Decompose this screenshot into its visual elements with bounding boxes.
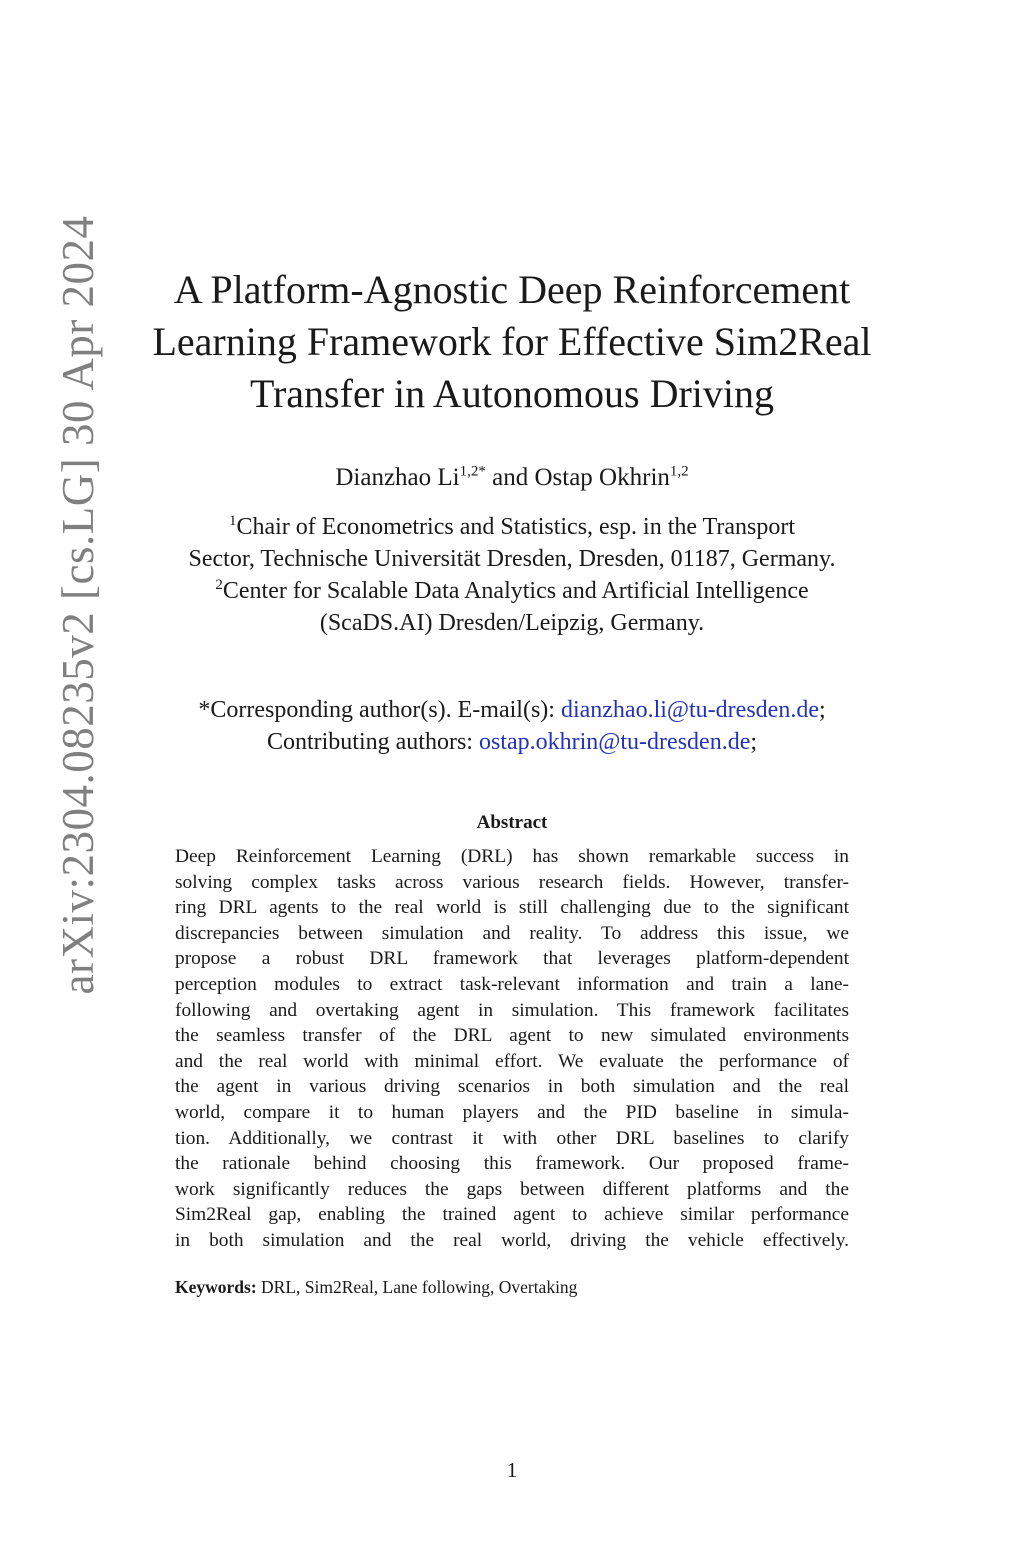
abstract-line: world, compare it to human players and the PID baseline in simula- bbox=[175, 1101, 849, 1123]
abstract-body bbox=[175, 844, 849, 1254]
abstract-line: Deep Reinforcement Learning (DRL) has shown remarkable success in bbox=[175, 846, 849, 867]
title-line: Learning Framework for Effective Sim2Real bbox=[152, 319, 872, 364]
arxiv-identifier-stamp: arXiv:2304.08235v2 [cs.LG] 30 Apr 2024 bbox=[53, 215, 103, 995]
author-name: Dianzhao Li bbox=[335, 464, 460, 491]
separator: ; bbox=[750, 729, 758, 755]
abstract-line: perception modules to extract task-relevant information and train a lane- bbox=[175, 973, 849, 995]
affiliation-line bbox=[120, 575, 904, 607]
title-line: A Platform-Agnostic Deep Reinforcement bbox=[173, 267, 851, 312]
keywords-text: DRL, Sim2Real, Lane following, Overtaking bbox=[256, 1277, 578, 1297]
abstract-line: the rationale behind choosing this framework. Our proposed frame- bbox=[175, 1153, 849, 1175]
corresponding-email-link[interactable]: dianzhao.li@tu-dresden.de bbox=[560, 697, 819, 723]
title-line: Transfer in Autonomous Driving bbox=[249, 371, 775, 416]
affiliation-marker: 2 bbox=[215, 577, 223, 593]
abstract-heading: Abstract bbox=[476, 812, 548, 833]
abstract-line: propose a robust DRL framework that leverages platform-dependent bbox=[175, 948, 849, 970]
affiliation-marker: 1 bbox=[228, 513, 237, 529]
author-affiliation-marker: 1,2 bbox=[669, 463, 689, 480]
affiliation-line bbox=[120, 511, 904, 543]
affiliation-text: Center for Scalable Data Analytics and Artificial Intelligence bbox=[222, 578, 809, 604]
abstract-line: the agent in various driving scenarios in both simulation and the real bbox=[175, 1076, 849, 1098]
corresponding-label: *Corresponding author(s). E-mail(s): bbox=[198, 697, 561, 723]
affiliation-line: (ScaDS.AI) Dresden/Leipzig, Germany. bbox=[319, 610, 705, 636]
contributing-author-line bbox=[120, 726, 904, 758]
contributing-label: Contributing authors: bbox=[266, 729, 479, 755]
affiliation-text: Chair of Econometrics and Statistics, esp. in the Transport bbox=[236, 514, 796, 540]
abstract-line: and the real world with minimal effort. We evaluate the performance of bbox=[175, 1050, 849, 1072]
corresponding-author-line bbox=[120, 694, 904, 726]
abstract-line: solving complex tasks across various research fields. However, transfer- bbox=[175, 871, 849, 893]
separator: ; bbox=[818, 697, 826, 723]
author-name: Ostap Okhrin bbox=[534, 464, 670, 491]
abstract-line: the seamless transfer of the DRL agent to new simulated environments bbox=[175, 1025, 849, 1047]
abstract-line: following and overtaking agent in simulation. This framework facilitates bbox=[175, 999, 849, 1021]
keywords-line bbox=[175, 1275, 849, 1299]
paper-title bbox=[140, 264, 884, 420]
abstract-line: in both simulation and the real world, driving the vehicle effectively. bbox=[175, 1229, 849, 1251]
author-list bbox=[140, 462, 884, 494]
page-number: 1 bbox=[506, 1458, 518, 1482]
affiliations bbox=[120, 511, 904, 639]
author-affiliation-marker: 1,2* bbox=[459, 463, 486, 480]
correspondence-block bbox=[120, 694, 904, 758]
abstract-line: tion. Additionally, we contrast it with other DRL baselines to clarify bbox=[175, 1127, 849, 1149]
abstract-line: work significantly reduces the gaps between different platforms and the bbox=[175, 1178, 849, 1200]
abstract-line: ring DRL agents to the real world is still challenging due to the significant bbox=[175, 897, 849, 919]
affiliation-line: Sector, Technische Universität Dresden, Dresden, 01187, Germany. bbox=[188, 546, 836, 572]
keywords-label: Keywords: bbox=[175, 1277, 257, 1297]
author-conjunction: and bbox=[485, 464, 535, 491]
contributing-email-link[interactable]: ostap.okhrin@tu-dresden.de bbox=[478, 729, 751, 755]
abstract-line: discrepancies between simulation and reality. To address this issue, we bbox=[175, 922, 849, 944]
abstract-line: Sim2Real gap, enabling the trained agent to achieve similar performance bbox=[175, 1204, 849, 1226]
